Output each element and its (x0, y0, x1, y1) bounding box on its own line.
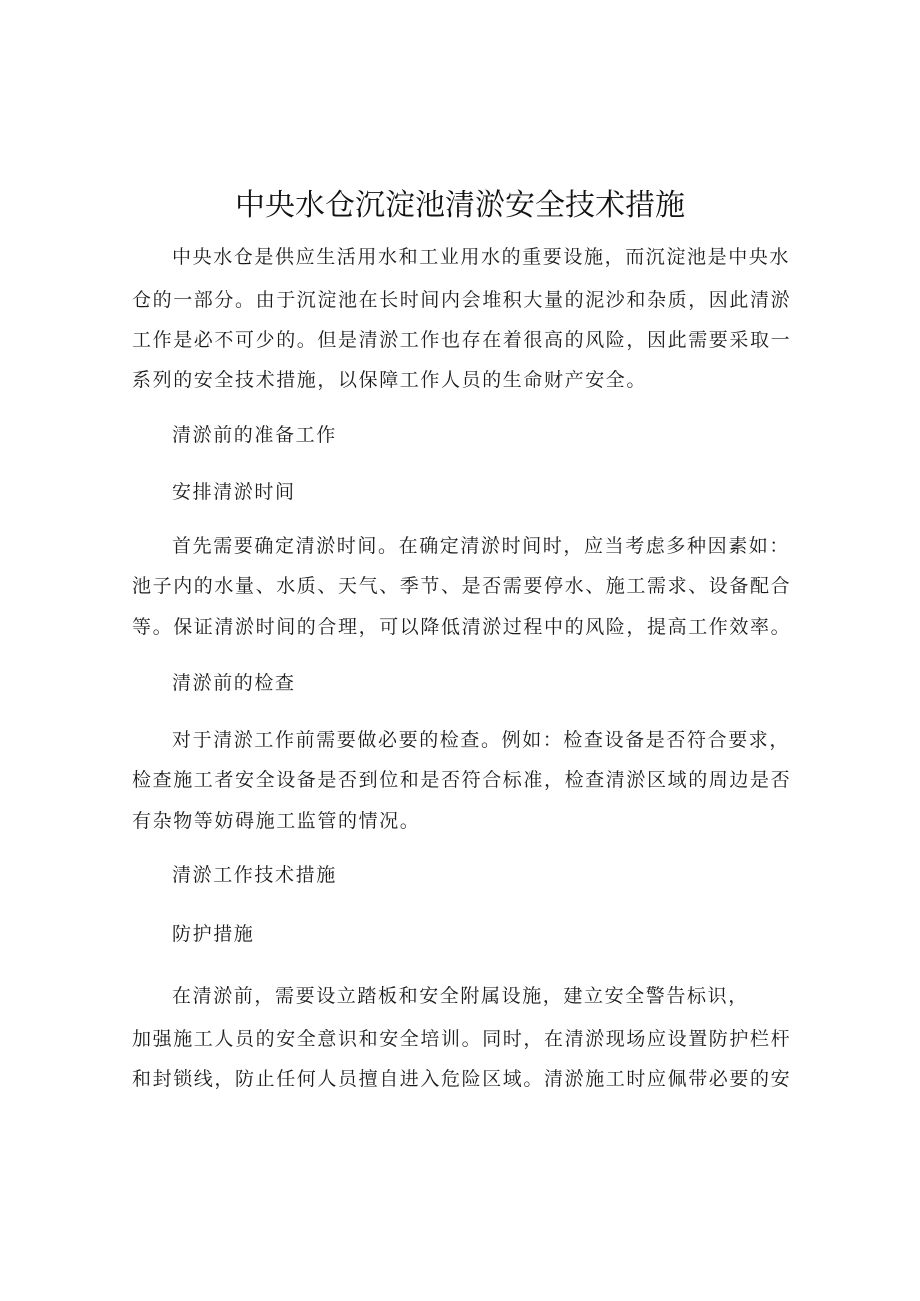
section-heading-technical-measures: 清淤工作技术措施 (172, 864, 337, 886)
intro-paragraph-line-3: 工作是必不可少的。但是清淤工作也存在着很高的风险，因此需要采取一 (132, 329, 792, 351)
schedule-paragraph-line-2: 池子内的水量、水质、天气、季节、是否需要停水、施工需求、设备配合 (132, 575, 792, 597)
section-heading-preparation: 清淤前的准备工作 (172, 424, 337, 446)
intro-paragraph-line-1: 中央水仓是供应生活用水和工业用水的重要设施，而沉淀池是中央水 (172, 246, 791, 268)
document-title: 中央水仓沉淀池清淤安全技术措施 (235, 188, 685, 223)
inspection-paragraph-line-3: 有杂物等妨碍施工监管的情况。 (132, 810, 421, 832)
inspection-paragraph-line-2: 检查施工者安全设备是否到位和是否符合标准，检查清淤区域的周边是否 (132, 769, 792, 791)
protection-paragraph-line-2: 加强施工人员的安全意识和安全培训。同时，在清淤现场应设置防护栏杆 (132, 1028, 792, 1050)
protection-paragraph-line-3: 和封锁线，防止任何人员擅自进入危险区域。清淤施工时应佩带必要的安 (132, 1068, 792, 1090)
schedule-paragraph-line-3: 等。保证清淤时间的合理，可以降低清淤过程中的风险，提高工作效率。 (132, 616, 792, 638)
subsection-heading-protection: 防护措施 (172, 923, 255, 945)
subsection-heading-schedule: 安排清淤时间 (172, 481, 296, 503)
schedule-paragraph-line-1: 首先需要确定清淤时间。在确定清淤时间时，应当考虑多种因素如： (172, 535, 791, 557)
subsection-heading-inspection: 清淤前的检查 (172, 672, 296, 694)
intro-paragraph-line-4: 系列的安全技术措施，以保障工作人员的生命财产安全。 (132, 369, 648, 391)
intro-paragraph-line-2: 仓的一部分。由于沉淀池在长时间内会堆积大量的泥沙和杂质，因此清淤 (132, 289, 792, 311)
inspection-paragraph-line-1: 对于清淤工作前需要做必要的检查。例如：检查设备是否符合要求， (172, 729, 791, 751)
protection-paragraph-line-1: 在清淤前，需要设立踏板和安全附属设施，建立安全警告标识， (172, 985, 749, 1007)
